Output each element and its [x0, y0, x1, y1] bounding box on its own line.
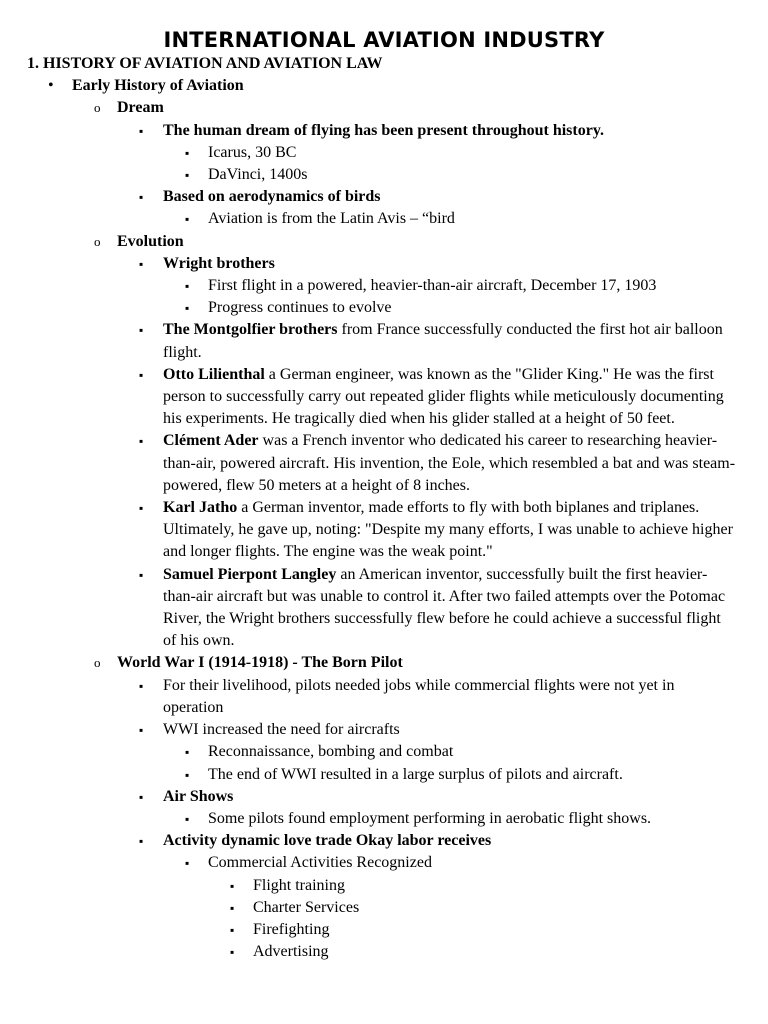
item-text: Advertising [253, 943, 329, 961]
item-text: an American inventor, successfully built the first heavier-than-air aircraft but was unable to control it. After two failed attempts over the Potomac River, the Wright brothers successfully flew before he could achieve a successful flight of his own. [163, 565, 726, 650]
circle-bullet-icon: o [94, 655, 101, 671]
list-item-aerobatic [0, 808, 768, 830]
item-text: World War I (1914-1918) - The Born Pilot [117, 654, 403, 672]
list-item-ader [0, 430, 768, 497]
square-bullet-icon: ▪ [185, 212, 190, 227]
square-bullet-icon: ▪ [139, 501, 144, 516]
item-text: Commercial Activities Recognized [208, 854, 432, 872]
disc-bullet-icon: • [48, 77, 54, 95]
list-item-first-flight [0, 275, 768, 297]
item-text: Air Shows [163, 787, 234, 805]
circle-bullet-icon: o [94, 233, 101, 249]
list-item-davinci [0, 164, 768, 186]
item-name: Clément Ader [163, 432, 259, 450]
item-name: Karl Jatho [163, 499, 238, 517]
item-text: Some pilots found employment performing in aerobatic flight shows. [208, 809, 652, 827]
list-item-livelihood [0, 675, 768, 719]
square-bullet-icon: ▪ [139, 123, 144, 138]
list-item-icarus [0, 142, 768, 164]
item-text: Progress continues to evolve [208, 299, 392, 317]
item-text: The human dream of flying has been present throughout history. [163, 121, 604, 139]
list-item-latin [0, 208, 768, 230]
square-bullet-icon: ▪ [185, 168, 190, 183]
item-text: a German engineer, was known as the "Glider King." He was the first person to successfully carry out repeated glider flights while meticulously documenting his experiments. He tragically died when his glider stalled at a height of 50 feet. [163, 365, 724, 428]
square-bullet-icon: ▪ [139, 678, 144, 693]
square-bullet-icon: ▪ [230, 922, 235, 937]
item-text: Based on aerodynamics of birds [163, 188, 381, 206]
list-item-commercial [0, 852, 768, 874]
square-bullet-icon: ▪ [230, 900, 235, 915]
list-item-birds [0, 186, 768, 208]
list-item-wwi [0, 652, 768, 674]
square-bullet-icon: ▪ [185, 745, 190, 760]
list-item-jatho [0, 497, 768, 564]
square-bullet-icon: ▪ [139, 256, 144, 271]
item-text: was a French inventor who dedicated his career to researching heavier-than-air, powered aircraft. His invention, the Eole, which resembled a bat and was steam-powered, flew 50 meters at a height of 8 inches. [163, 432, 736, 494]
item-text: Reconnaissance, bombing and combat [208, 743, 454, 761]
square-bullet-icon: ▪ [139, 434, 144, 449]
list-item-montgolfier [0, 319, 768, 363]
square-bullet-icon: ▪ [185, 301, 190, 316]
square-bullet-icon: ▪ [139, 834, 144, 849]
list-item-activity-2 [0, 919, 768, 941]
item-text: Activity dynamic love trade Okay labor receives [163, 832, 492, 850]
circle-bullet-icon: o [94, 100, 101, 116]
item-text: For their livelihood, pilots needed jobs while commercial flights were not yet in operation [163, 676, 675, 716]
item-text: WWI increased the need for aircrafts [163, 721, 400, 739]
item-text: Charter Services [253, 898, 360, 916]
square-bullet-icon: ▪ [230, 945, 235, 960]
list-item-surplus [0, 764, 768, 786]
item-text: Aviation is from the Latin Avis – “bird [208, 210, 455, 228]
square-bullet-icon: ▪ [185, 856, 190, 871]
square-bullet-icon: ▪ [230, 878, 235, 893]
item-text: Dream [117, 99, 164, 117]
item-text: Early History of Aviation [72, 77, 244, 95]
item-text: The end of WWI resulted in a large surplus of pilots and aircraft. [208, 765, 623, 783]
list-item-activity-0 [0, 875, 768, 897]
square-bullet-icon: ▪ [139, 789, 144, 804]
item-name: Otto Lilienthal [163, 365, 265, 383]
section-heading: 1. HISTORY OF AVIATION AND AVIATION LAW [27, 55, 383, 72]
square-bullet-icon: ▪ [185, 145, 190, 160]
square-bullet-icon: ▪ [139, 567, 144, 582]
list-item-human-dream [0, 120, 768, 142]
list-item-progress [0, 297, 768, 319]
square-bullet-icon: ▪ [139, 323, 144, 338]
item-text: a German inventor, made efforts to fly with both biplanes and triplanes. Ultimately, he gave up, noting: "Despite my many efforts, I was unable to achieve higher and longer flights. The engine was the weak point." [163, 499, 733, 561]
list-item-air-shows [0, 786, 768, 808]
square-bullet-icon: ▪ [185, 767, 190, 782]
item-text: Icarus, 30 BC [208, 143, 297, 161]
list-item-need [0, 719, 768, 741]
list-item-activity-1 [0, 897, 768, 919]
item-text: First flight in a powered, heavier-than-air aircraft, December 17, 1903 [208, 277, 657, 295]
item-text: Flight training [253, 876, 345, 894]
square-bullet-icon: ▪ [139, 723, 144, 738]
square-bullet-icon: ▪ [185, 279, 190, 294]
item-text: Wright brothers [163, 254, 275, 272]
item-text: DaVinci, 1400s [208, 166, 308, 184]
item-name: The Montgolfier brothers [163, 321, 338, 339]
list-item-evolution [0, 231, 768, 253]
item-text: from France successfully conducted the first hot air balloon flight. [163, 321, 723, 361]
list-item-activity [0, 830, 768, 852]
item-text: Evolution [117, 232, 184, 250]
list-item-early-history [0, 75, 768, 97]
square-bullet-icon: ▪ [185, 811, 190, 826]
square-bullet-icon: ▪ [139, 367, 144, 382]
document-title: INTERNATIONAL AVIATION INDUSTRY [163, 28, 605, 52]
square-bullet-icon: ▪ [139, 190, 144, 205]
item-name: Samuel Pierpont Langley [163, 565, 337, 583]
document-body [0, 53, 768, 963]
list-item-recon [0, 741, 768, 763]
list-item-lilienthal [0, 364, 768, 431]
list-item-langley [0, 564, 768, 653]
list-item-dream [0, 97, 768, 119]
list-item-wright [0, 253, 768, 275]
item-text: Firefighting [253, 920, 330, 938]
list-item-activity-3 [0, 941, 768, 963]
